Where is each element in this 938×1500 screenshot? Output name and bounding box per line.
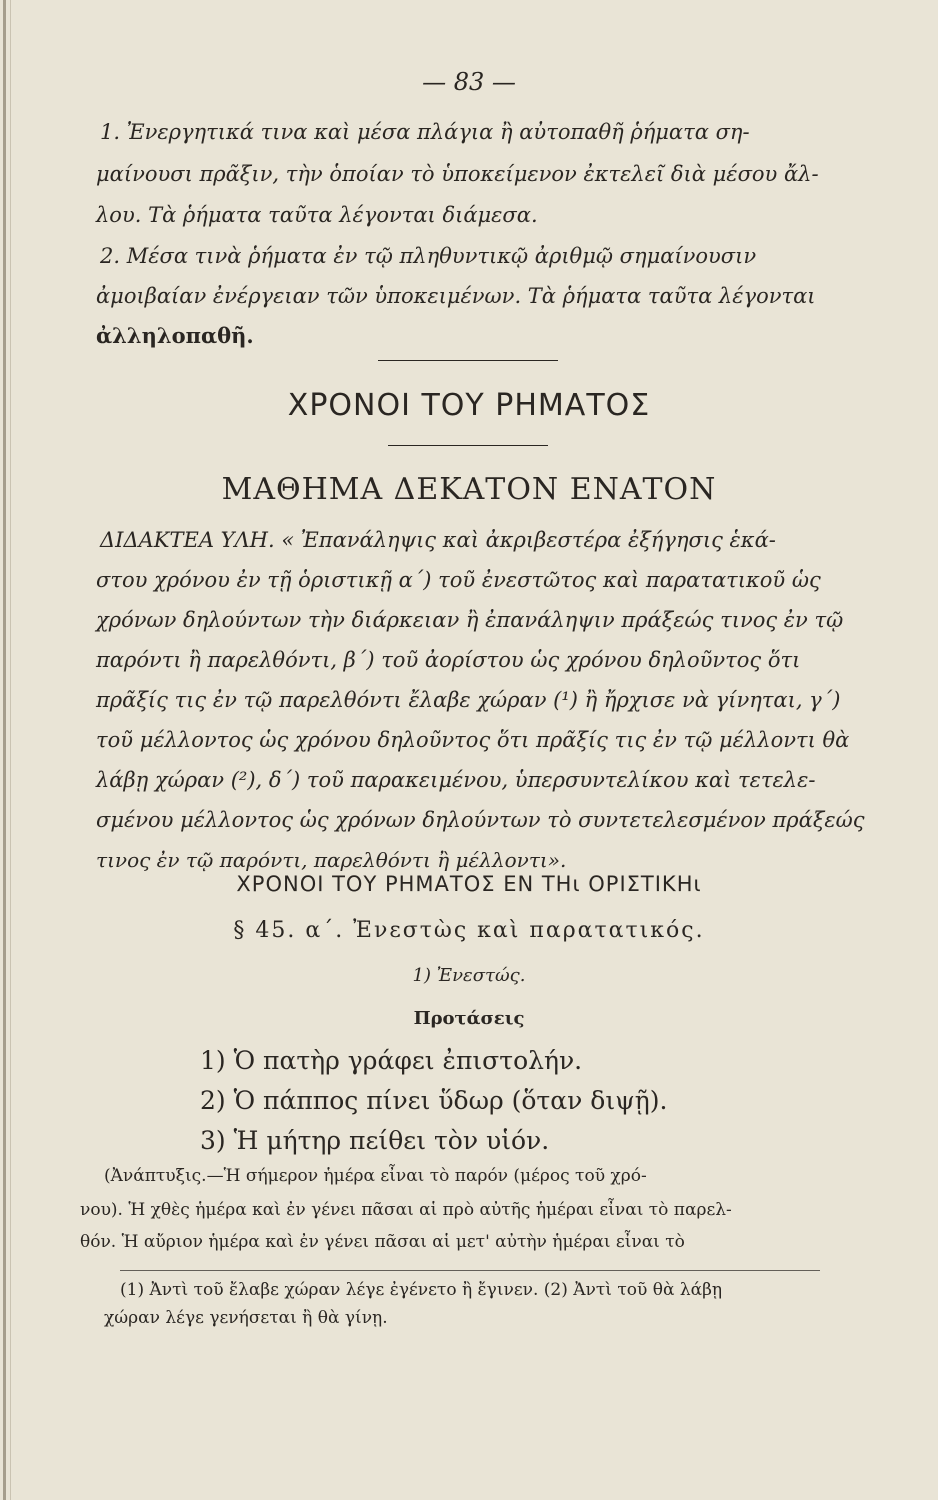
- didaktea-line-3: χρόνων δηλούντων τὴν διάρκειαν ἢ ἐπανάληψιν πράξεώς τινος ἐν τῷ: [96, 608, 844, 632]
- didaktea-line-6: τοῦ μέλλοντος ὡς χρόνου δηλοῦντος ὅτι πρᾶξίς τις ἐν τῷ μέλλοντι θὰ: [96, 728, 850, 752]
- analysis-line-1: (Ἀνάπτυξις.—Ἡ σήμερον ἡμέρα εἶναι τὸ παρόν (μέρος τοῦ χρό-: [104, 1166, 647, 1186]
- analysis-line-3: θόν. Ἡ αὔριον ἡμέρα καὶ ἐν γένει πᾶσαι αἱ μετ' αὐτὴν ἡμέραι εἶναι τὸ: [80, 1232, 685, 1252]
- heading-tenses: ΧΡΟΝΟΙ ΤΟΥ ΡΗΜΑΤΟΣ: [287, 388, 651, 423]
- divider-top: [378, 360, 558, 361]
- intro-line-6: ἀλληλοπαθῆ.: [96, 323, 254, 348]
- section-45: § 45. α΄. Ἐνεστὼς καὶ παρατατικός.: [233, 918, 705, 943]
- didaktea-line-4: παρόντι ἢ παρελθόντι, β΄) τοῦ ἀορίστου ὡς χρόνου δηλοῦντος ὅτι: [96, 648, 801, 672]
- didaktea-line-7: λάβῃ χώραν (²), δ΄) τοῦ παρακειμένου, ὑπερσυντελίκου καὶ τετελε-: [96, 768, 816, 792]
- intro-line-5: ἀμοιβαίαν ἐνέργειαν τῶν ὑποκειμένων. Τὰ ῥήματα ταῦτα λέγονται: [96, 284, 816, 308]
- didaktea-line-8: σμένου μέλλοντος ὡς χρόνων δηλούντων τὸ συντετελεσμένον πράξεώς: [96, 808, 865, 832]
- subsection-present: 1) Ἐνεστώς.: [412, 965, 526, 986]
- intro-line-3: λου. Τὰ ῥήματα ταῦτα λέγονται διάμεσα.: [96, 203, 538, 227]
- binding-edge: [3, 0, 6, 1500]
- heading-lesson: ΜΑΘΗΜΑ ΔΕΚΑΤΟΝ ΕΝΑΤΟΝ: [221, 472, 717, 507]
- protaseis-label: Προτάσεις: [413, 1008, 525, 1029]
- sentence-2: 2) Ὁ πάππος πίνει ὕδωρ (ὅταν διψῇ).: [200, 1086, 668, 1115]
- intro-line-4: 2. Μέσα τινὰ ῥήματα ἐν τῷ πληθυντικῷ ἀριθμῷ σημαίνουσιν: [100, 244, 757, 268]
- sentence-3: 3) Ἡ μήτηρ πείθει τὸν υἱόν.: [200, 1126, 550, 1155]
- didaktea-line-2: στου χρόνου ἐν τῇ ὁριστικῇ α΄) τοῦ ἐνεστῶτος καὶ παρατατικοῦ ὡς: [96, 568, 821, 592]
- sentence-1: 1) Ὁ πατὴρ γράφει ἐπιστολήν.: [200, 1046, 583, 1075]
- didaktea-line-5: πρᾶξίς τις ἐν τῷ παρελθόντι ἔλαβε χώραν (¹) ἢ ἤρχισε νὰ γίνηται, γ΄): [96, 688, 841, 712]
- footnote-line-1: (1) Ἀντὶ τοῦ ἔλαβε χώραν λέγε ἐγένετο ἢ ἔγινεν. (2) Ἀντὶ τοῦ θὰ λάβῃ: [120, 1280, 723, 1300]
- page-number: — 83 —: [422, 68, 516, 96]
- analysis-line-2: νου). Ἡ χθὲς ἡμέρα καὶ ἐν γένει πᾶσαι αἱ πρὸ αὐτῆς ἡμέραι εἶναι τὸ παρελ-: [80, 1200, 732, 1220]
- footnote-line-2: χώραν λέγε γενήσεται ἢ θὰ γίνῃ.: [104, 1308, 388, 1328]
- didaktea-line-1: ΔΙΔΑΚΤΕΑ ΥΛΗ. « Ἐπανάληψις καὶ ἀκριβεστέρα ἐξήγησις ἑκά-: [100, 528, 776, 552]
- footnote-rule: [120, 1270, 820, 1271]
- divider-middle: [388, 445, 548, 446]
- heading-indicative: ΧΡΟΝΟΙ ΤΟΥ ΡΗΜΑΤΟΣ ΕΝ ΤΗι ΟΡΙΣΤΙΚΗι: [236, 872, 702, 896]
- didaktea-line-9: τινος ἐν τῷ παρόντι, παρελθόντι ἢ μέλλοντι».: [96, 848, 567, 872]
- intro-line-2: μαίνουσι πρᾶξιν, τὴν ὁποίαν τὸ ὑποκείμενον ἐκτελεῖ διὰ μέσου ἄλ-: [96, 162, 819, 186]
- intro-line-1: 1. Ἐνεργητικά τινα καὶ μέσα πλάγια ἢ αὐτοπαθῆ ῥήματα ση-: [100, 120, 750, 144]
- binding-edge-inner: [10, 0, 11, 1500]
